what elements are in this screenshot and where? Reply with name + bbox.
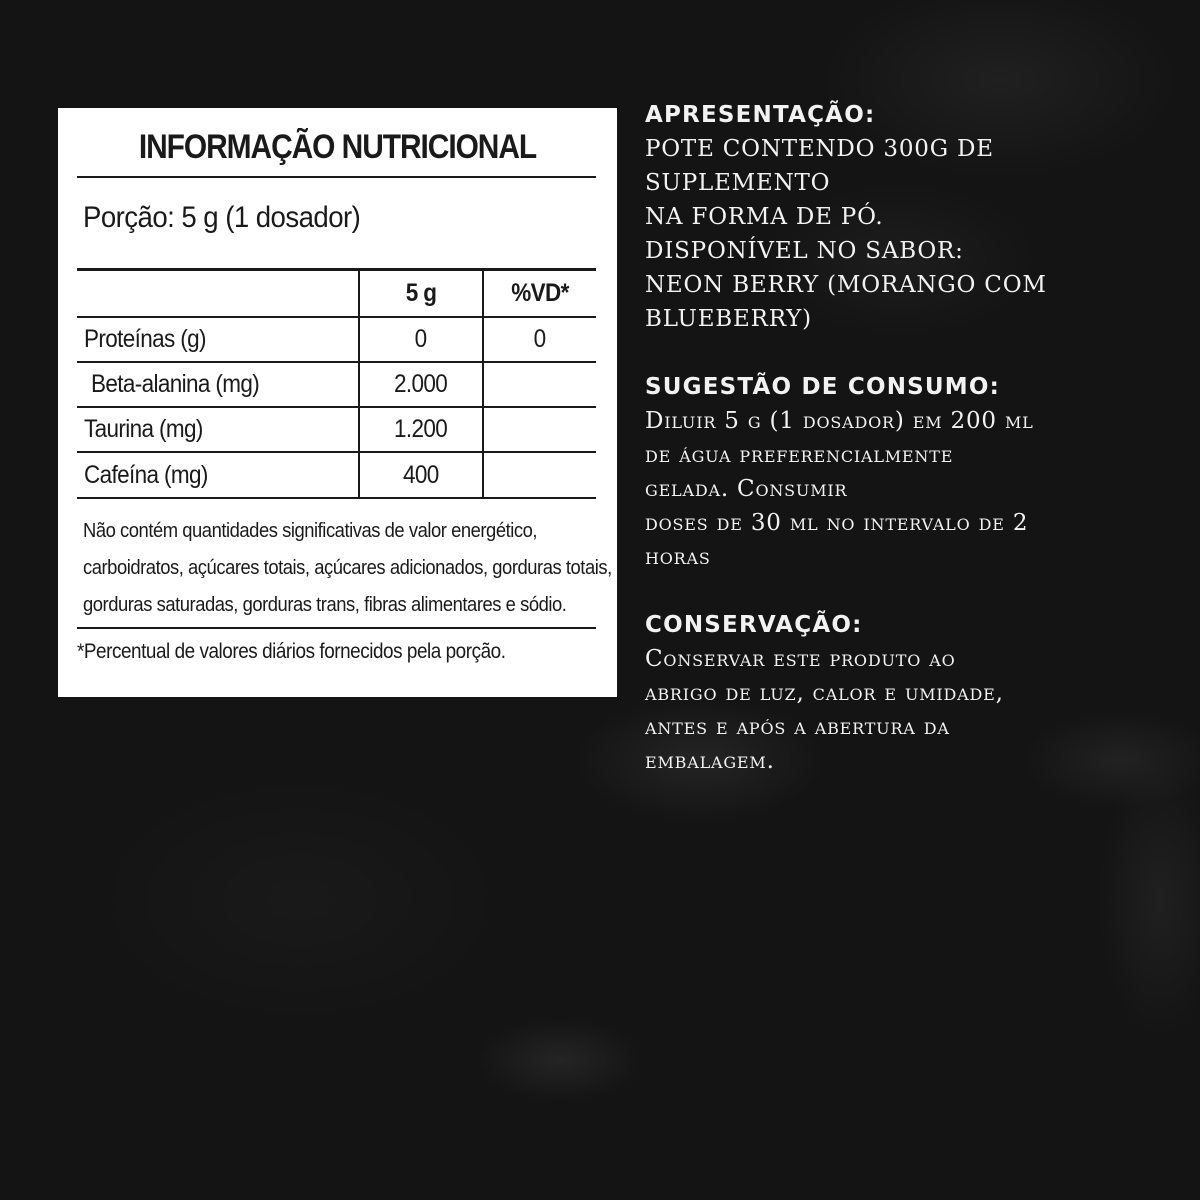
presentation-heading: APRESENTAÇÃO: (645, 102, 876, 128)
divider (77, 497, 596, 499)
nutrition-table (77, 270, 596, 497)
nutrient-name: Taurina (mg) (77, 407, 359, 452)
table-row (77, 452, 596, 497)
presentation-line: POTE CONTENDO 300G DE (645, 136, 994, 162)
note-line: Não contém quantidades significativas de valor energético, (83, 520, 538, 542)
presentation-section (645, 98, 1185, 336)
nutrient-amount: 0 (359, 317, 483, 362)
nutrition-note (83, 513, 613, 624)
table-row (77, 407, 596, 452)
suggestion-line: Diluir 5 g (1 dosador) em 200 ml (645, 408, 1034, 434)
column-header-amount: 5 g (359, 270, 483, 317)
presentation-line: NA FORMA DE PÓ. (645, 204, 884, 230)
presentation-line: DISPONÍVEL NO SABOR: (645, 238, 964, 264)
suggestion-heading: SUGESTÃO DE CONSUMO: (645, 374, 1001, 400)
presentation-line: BLUEBERRY) (645, 306, 812, 332)
product-info (645, 98, 1185, 812)
divider (77, 627, 596, 629)
portion-size: Porção: 5 g (1 dosador) (83, 201, 361, 234)
nutrient-amount: 2.000 (359, 362, 483, 407)
nutrient-vd (483, 452, 596, 497)
nutrient-vd (483, 362, 596, 407)
nutrient-vd (483, 407, 596, 452)
conservation-section (645, 608, 1185, 778)
nutrient-amount: 400 (359, 452, 483, 497)
nutrition-title: INFORMAÇÃO NUTRICIONAL (138, 128, 537, 166)
nutrient-name: Cafeína (mg) (84, 460, 208, 489)
table-header-row (77, 270, 596, 317)
presentation-line: NEON BERRY (MORANGO COM (645, 272, 1047, 298)
table-row (77, 317, 596, 362)
suggestion-line: de água preferencialmente (645, 442, 954, 468)
presentation-line: SUPLEMENTO (645, 170, 831, 196)
nutrient-amount: 1.200 (359, 407, 483, 452)
note-line: carboidratos, açúcares totais, açúcares adicionados, gorduras totais, (83, 557, 612, 579)
divider (77, 176, 596, 178)
conservation-line: embalagem. (645, 748, 775, 774)
conservation-line: Conservar este produto ao (645, 646, 956, 672)
nutrient-name: Beta-alanina (mg) (77, 362, 359, 407)
table-row (77, 362, 596, 407)
column-header-nutrient (77, 270, 359, 317)
nutrient-name: Proteínas (g) (77, 317, 359, 362)
conservation-line: abrigo de luz, calor e umidade, (645, 680, 1004, 706)
note-line: gorduras saturadas, gorduras trans, fibras alimentares e sódio. (83, 594, 567, 616)
suggestion-line: doses de 30 ml no intervalo de 2 (645, 510, 1029, 536)
vd-footnote: *Percentual de valores diários fornecidos pela porção. (77, 640, 506, 663)
nutrition-panel (58, 108, 617, 697)
conservation-line: antes e após a abertura da (645, 714, 950, 740)
suggestion-line: gelada. Consumir (645, 476, 848, 502)
suggestion-section (645, 370, 1185, 574)
suggestion-line: horas (645, 544, 711, 570)
column-header-vd: %VD* (483, 270, 596, 317)
conservation-heading: CONSERVAÇÃO: (645, 612, 863, 638)
nutrient-vd: 0 (483, 317, 596, 362)
